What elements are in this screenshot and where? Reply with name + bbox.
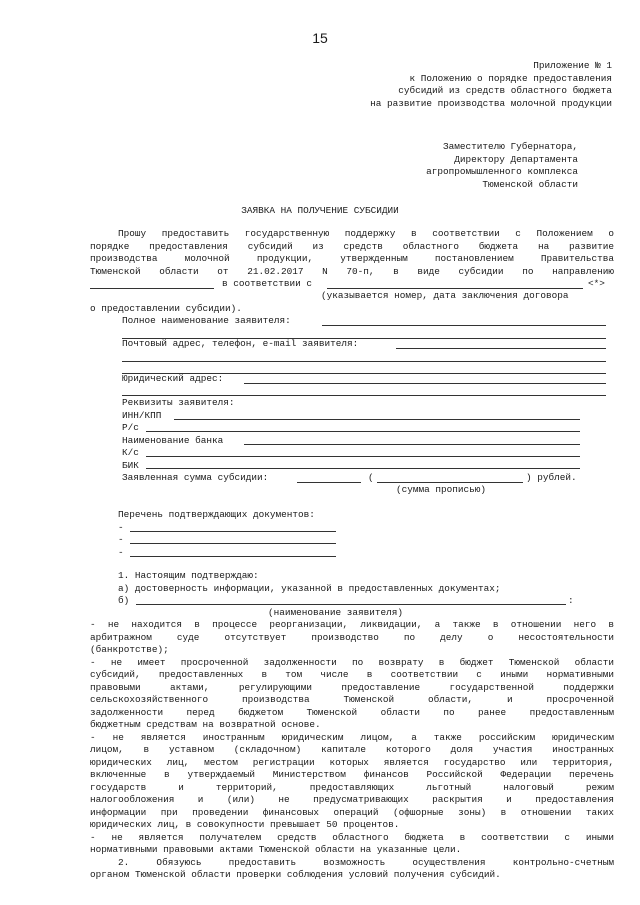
appendix-line-3: субсидий из средств областного бюджета bbox=[398, 85, 612, 96]
amount-label: Заявленная сумма субсидии: bbox=[122, 472, 269, 483]
oblige-line-1: 2. Обязуюсь предоставить возможность осуществления контрольно-счетным bbox=[118, 856, 614, 868]
rs-label: Р/с bbox=[122, 422, 139, 433]
agreement-hint: (указывается номер, дата заключения договора bbox=[321, 290, 569, 301]
postal-input-line-2[interactable] bbox=[122, 361, 606, 362]
full-name-label: Полное наименование заявителя: bbox=[122, 315, 291, 326]
confirm-a: а) достоверность информации, указанной в предоставленных документах; bbox=[118, 582, 501, 594]
page-number: 15 bbox=[312, 30, 328, 46]
appendix-line-2: к Положению о порядке предоставления bbox=[409, 72, 612, 84]
amount-hint: (сумма прописью) bbox=[396, 484, 487, 495]
oblige-line-2: органом Тюменской области проверки соблюдения условий получения субсидий. bbox=[90, 869, 501, 880]
p3-line-2: лицом, в уставном (складочном) капитале которого доля участия иностранных bbox=[90, 744, 614, 755]
docs-dash-2: - bbox=[118, 534, 124, 545]
agreement-blank[interactable] bbox=[327, 288, 583, 289]
document-title: ЗАЯВКА НА ПОЛУЧЕНИЕ СУБСИДИИ bbox=[241, 205, 399, 216]
bik-input[interactable] bbox=[146, 468, 580, 469]
p2-line-2: субсидий, предоставленных в том числе в соответствии с иными нормативными bbox=[90, 669, 614, 680]
p3-line-8: юридических лиц, в совокупности превышает 50 процентов. bbox=[90, 819, 400, 830]
p3-line-4: включенные в утверждаемый Министерством финансов Российской Федерации перечень bbox=[90, 769, 614, 780]
amount-input[interactable] bbox=[297, 482, 361, 483]
p4-line-2: нормативными правовыми актами Тюменской области на указанные цели. bbox=[90, 844, 462, 855]
postal-label: Почтовый адрес, телефон, e-mail заявителя: bbox=[122, 338, 359, 349]
full-name-input[interactable] bbox=[322, 325, 606, 326]
appendix-line-4: на развитие производства молочной продукции bbox=[370, 97, 612, 109]
confirm-b-colon: : bbox=[568, 595, 574, 606]
legal-address-input[interactable] bbox=[244, 383, 606, 384]
p2-line-5: задолженности перед бюджетом Тюменской области по ранее предоставленным bbox=[90, 706, 614, 718]
legal-address-label: Юридический адрес: bbox=[122, 373, 224, 384]
p1-line-2: арбитражном суде отсутствует производство по делу о несостоятельности bbox=[90, 631, 614, 643]
requisites-label: Реквизиты заявителя: bbox=[122, 397, 235, 408]
p2-line-1: - не имеет просроченной задолженности по возврату в бюджет Тюменской области bbox=[90, 656, 614, 668]
confirm-heading: 1. Настоящим подтверждаю: bbox=[118, 570, 259, 581]
p2-line-4: сельскохозяйственного производства Тюменской области, и просроченной bbox=[90, 694, 614, 705]
addressee-line-3: агропромышленного комплекса bbox=[426, 166, 578, 177]
docs-dash-1: - bbox=[118, 521, 124, 533]
p3-line-1: - не является иностранным юридическим лицом, а также российским юридическим bbox=[90, 731, 614, 743]
amount-open-paren: ( bbox=[368, 472, 374, 483]
bik-label: БИК bbox=[122, 459, 139, 471]
doc-input-2[interactable] bbox=[130, 543, 336, 544]
intro-line-2: порядке предоставления субсидий из средств областного бюджета на развитие bbox=[90, 240, 614, 252]
p3-line-6: налогообложения и (или) не предусматривающих раскрытия и предоставления bbox=[90, 794, 614, 805]
p3-line-5: государств и территорий, предоставляющих льготный налоговый режим bbox=[90, 781, 614, 793]
p1-line-3: (банкротстве); bbox=[90, 644, 169, 655]
confirm-b: б) bbox=[118, 595, 130, 606]
p3-line-7: информации при проведении финансовых операций (офшорные зоны) в отношении таких bbox=[90, 806, 614, 818]
inn-input[interactable] bbox=[174, 419, 580, 420]
intro-line-1: Прошу предоставить государственную поддержку в соответствии с Положением о bbox=[118, 228, 614, 239]
amount-words-input[interactable] bbox=[377, 482, 523, 483]
docs-title: Перечень подтверждающих документов: bbox=[118, 509, 315, 520]
bank-input[interactable] bbox=[244, 444, 580, 445]
p3-line-3: юридических лиц, местом регистрации которых является государство или территория, bbox=[90, 756, 614, 768]
postal-input[interactable] bbox=[396, 348, 606, 349]
doc-input-1[interactable] bbox=[130, 531, 336, 532]
appendix-line-1: Приложение № 1 bbox=[533, 60, 612, 71]
inn-label: ИНН/КПП bbox=[122, 409, 162, 421]
ks-label: К/с bbox=[122, 447, 139, 458]
ks-input[interactable] bbox=[146, 456, 580, 457]
p4-line-1: - не является получателем средств областного бюджета в соответствии с иными bbox=[90, 831, 614, 843]
intro-line-3: производства молочной продукции, утвержденным постановлением Правительства bbox=[90, 253, 614, 264]
intro-line-4: Тюменской области от 21.02.2017 N 70-п, в виде субсидии по направлению bbox=[90, 265, 614, 277]
bank-label: Наименование банка bbox=[122, 434, 224, 446]
p2-line-6: бюджетным средствам на возвратной основе. bbox=[90, 719, 321, 730]
legal-address-input-line-2[interactable] bbox=[122, 395, 606, 396]
addressee-line-4: Тюменской области bbox=[482, 178, 578, 190]
confirm-b-hint: (наименование заявителя) bbox=[268, 607, 404, 618]
p1-line-1: - не находится в процессе реорганизации, ликвидации, а также в отношении него в bbox=[90, 619, 614, 630]
direction-blank[interactable] bbox=[90, 288, 214, 289]
intro-line-5-mark: <*> bbox=[588, 278, 605, 289]
addressee-line-2: Директору Департамента bbox=[454, 153, 578, 165]
addressee-line-1: Заместителю Губернатора, bbox=[442, 141, 578, 152]
amount-rubles: ) рублей. bbox=[526, 472, 577, 483]
rs-input[interactable] bbox=[146, 431, 580, 432]
applicant-name-input[interactable] bbox=[136, 604, 566, 605]
intro-line-5-text: в соответствии с bbox=[222, 278, 313, 289]
p2-line-3: правовыми актами, регулирующими предоставление государственной поддержки bbox=[90, 681, 614, 693]
intro-line-6: о предоставлении субсидии). bbox=[90, 302, 242, 314]
doc-input-3[interactable] bbox=[130, 556, 336, 557]
docs-dash-3: - bbox=[118, 546, 124, 558]
